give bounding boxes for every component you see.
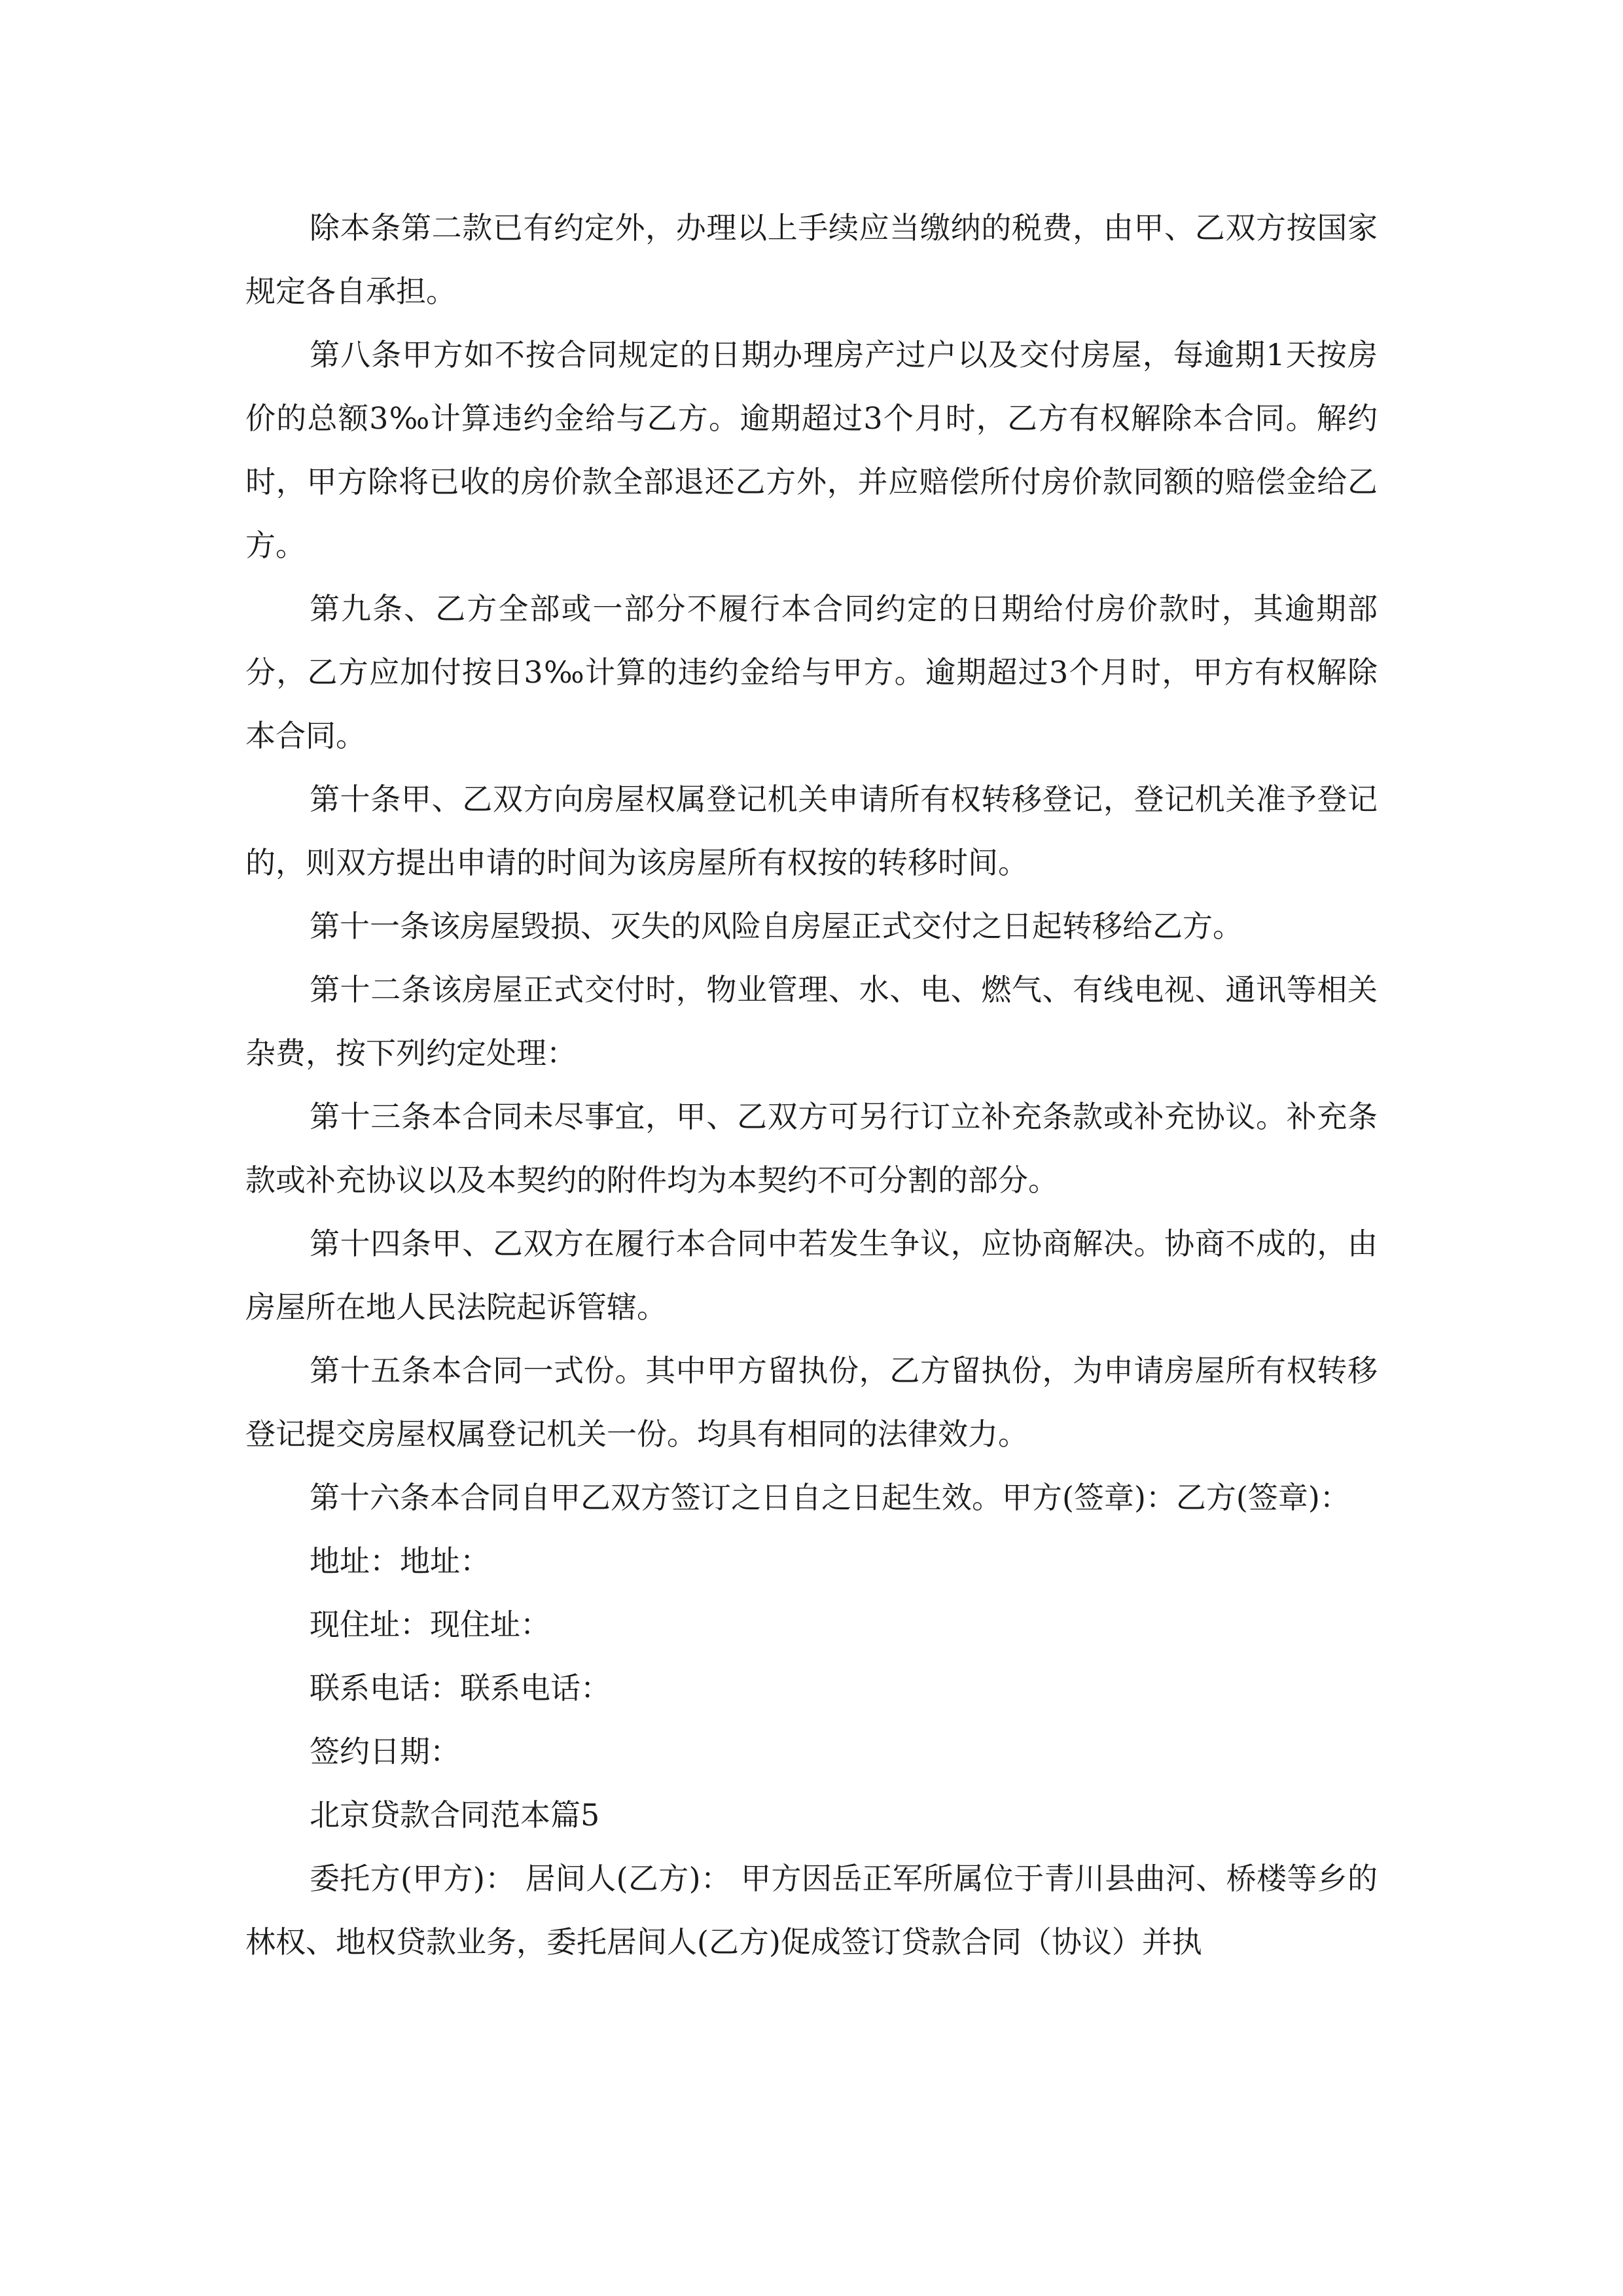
- signature-address: 地址：地址：: [310, 1543, 490, 1579]
- document-body: [245, 196, 1378, 1974]
- paragraph-article-10: 第十条甲、乙双方向房屋权属登记机关申请所有权转移登记，登记机关准予登记的，则双方提出申请的时间为该房屋所有权按的转移时间。: [245, 781, 1378, 880]
- paragraph-article-12: 第十二条该房屋正式交付时，物业管理、水、电、燃气、有线电视、通讯等相关杂费，按下列约定处理：: [245, 972, 1378, 1071]
- section-heading: 北京贷款合同范本篇5: [310, 1797, 600, 1833]
- paragraph-agency-intro: 委托方(甲方)： 居间人(乙方)： 甲方因岳正军所属位于青川县曲河、桥楼等乡的林权、地权贷款业务，委托居间人(乙方)促成签订贷款合同（协议）并执: [245, 1861, 1378, 1960]
- paragraph-tax-fees: 除本条第二款已有约定外，办理以上手续应当缴纳的税费，由甲、乙双方按国家规定各自承担。: [245, 210, 1378, 309]
- paragraph-article-16: 第十六条本合同自甲乙双方签订之日自之日起生效。甲方(签章)：乙方(签章)：: [310, 1480, 1350, 1515]
- paragraph-article-8: 第八条甲方如不按合同规定的日期办理房产过户以及交付房屋，每逾期1天按房价的总额3‰计算违约金给与乙方。逾期超过3个月时，乙方有权解除本合同。解约时，甲方除将已收的房价款全部退还乙方外，并应赔偿所付房价款同额的赔偿金给乙方。: [245, 337, 1378, 563]
- paragraph-article-13: 第十三条本合同未尽事宜，甲、乙双方可另行订立补充条款或补充协议。补充条款或补充协议以及本契约的附件均为本契约不可分割的部分。: [245, 1099, 1378, 1198]
- signature-phone: 联系电话：联系电话：: [310, 1670, 611, 1706]
- signature-date: 签约日期：: [310, 1734, 460, 1769]
- paragraph-article-14: 第十四条甲、乙双方在履行本合同中若发生争议，应协商解决。协商不成的，由房屋所在地人民法院起诉管辖。: [245, 1226, 1378, 1325]
- paragraph-article-15: 第十五条本合同一式份。其中甲方留执份，乙方留执份，为申请房屋所有权转移登记提交房屋权属登记机关一份。均具有相同的法律效力。: [245, 1353, 1378, 1452]
- paragraph-article-11: 第十一条该房屋毁损、灭失的风险自房屋正式交付之日起转移给乙方。: [310, 908, 1243, 944]
- paragraph-article-9: 第九条、乙方全部或一部分不履行本合同约定的日期给付房价款时，其逾期部分，乙方应加付按日3‰计算的违约金给与甲方。逾期超过3个月时，甲方有权解除本合同。: [245, 591, 1378, 753]
- signature-current-address: 现住址：现住址：: [310, 1607, 550, 1642]
